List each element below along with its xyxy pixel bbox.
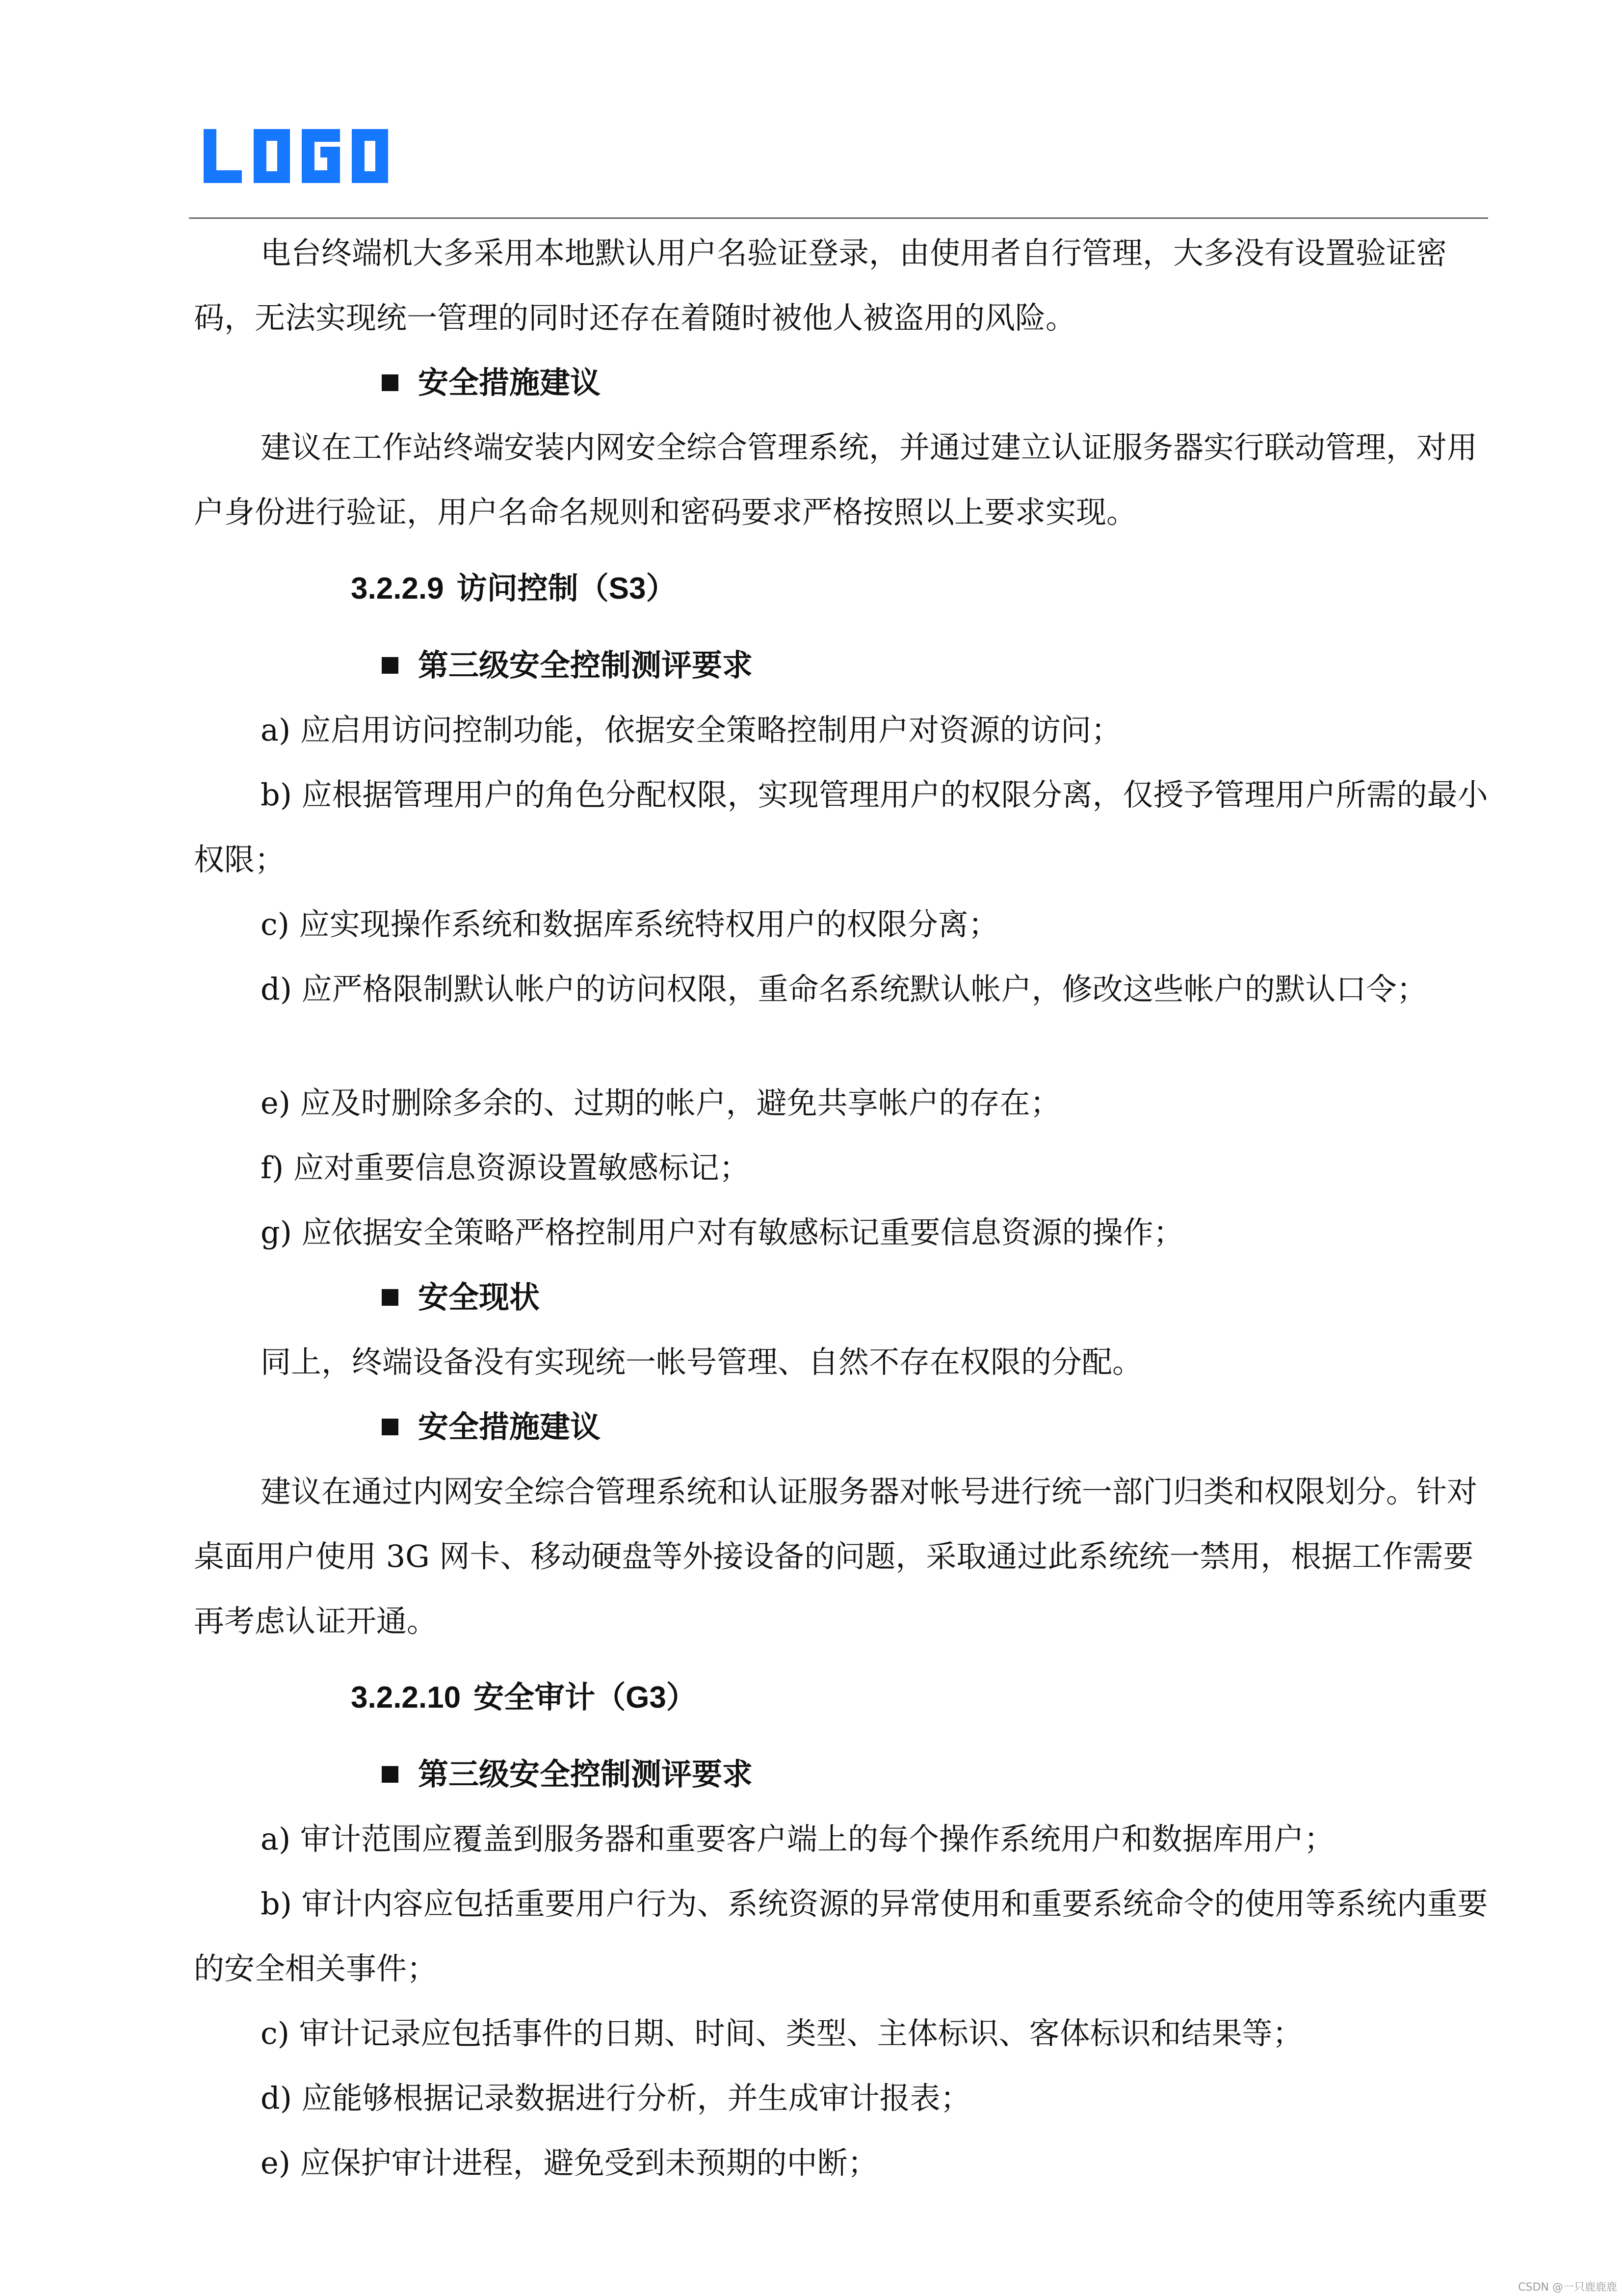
paragraph-suggestion: 建议在通过内网安全综合管理系统和认证服务器对帐号进行统一部门归类和权限划分。针对桌面用户使用 3G 网卡、移动硬盘等外接设备的问题，采取通过此系统统一禁用，根据工作需要再考虑认证开通。 bbox=[194, 1474, 1478, 1639]
list-item: c) 审计记录应包括事件的日期、时间、类型、主体标识、客体标识和结果等； bbox=[261, 2015, 1303, 2051]
list-item: f) 应对重要信息资源设置敏感标记； bbox=[261, 1150, 750, 1186]
bullet-level3-requirements: 第三级安全控制测评要求 bbox=[194, 633, 1489, 698]
logo bbox=[204, 125, 410, 189]
list-item: a) 审计范围应覆盖到服务器和重要客户端上的每个操作系统用户和数据库用户； bbox=[261, 1821, 1334, 1857]
section-heading-security-audit: 3.2.2.10 安全审计（G3） bbox=[351, 1681, 697, 1715]
header-rule bbox=[189, 217, 1488, 219]
list-item: c) 应实现操作系统和数据库系统特权用户的权限分离； bbox=[261, 906, 999, 942]
list-item: g) 应依据安全策略严格控制用户对有敏感标记重要信息资源的操作； bbox=[261, 1214, 1184, 1250]
logo-graphic bbox=[204, 125, 410, 189]
document-body bbox=[194, 221, 1489, 2195]
bullet-security-suggestion: 安全措施建议 bbox=[194, 1395, 1489, 1459]
square-bullet-icon bbox=[382, 1766, 398, 1783]
bullet-security-suggestion: 安全措施建议 bbox=[194, 350, 1489, 415]
list-item: d) 应能够根据记录数据进行分析，并生成审计报表； bbox=[261, 2080, 971, 2116]
list-item: b) 审计内容应包括重要用户行为、系统资源的异常使用和重要系统命令的使用等系统内重要的安全相关事件； bbox=[194, 1886, 1488, 1986]
list-item: d) 应严格限制默认帐户的访问权限，重命名系统默认帐户，修改这些帐户的默认口令； bbox=[261, 971, 1427, 1007]
square-bullet-icon bbox=[382, 657, 398, 674]
section-heading-access-control: 3.2.2.9 访问控制（S3） bbox=[351, 572, 677, 606]
paragraph-suggestion: 建议在工作站终端安装内网安全综合管理系统，并通过建立认证服务器实行联动管理，对用户身份进行验证，用户名命名规则和密码要求严格按照以上要求实现。 bbox=[194, 429, 1478, 530]
paragraph-intro: 电台终端机大多采用本地默认用户名验证登录，由使用者自行管理，大多没有设置验证密码，无法实现统一管理的同时还存在着随时被他人被盗用的风险。 bbox=[194, 235, 1447, 336]
bullet-level3-requirements: 第三级安全控制测评要求 bbox=[194, 1742, 1489, 1807]
square-bullet-icon bbox=[382, 374, 398, 391]
paragraph-status: 同上，终端设备没有实现统一帐号管理、自然不存在权限的分配。 bbox=[261, 1344, 1143, 1380]
list-item: b) 应根据管理用户的角色分配权限，实现管理用户的权限分离，仅授予管理用户所需的最小权限； bbox=[194, 777, 1488, 877]
bullet-security-status: 安全现状 bbox=[194, 1265, 1489, 1330]
list-item: a) 应启用访问控制功能，依据安全策略控制用户对资源的访问； bbox=[261, 712, 1122, 748]
list-item: e) 应保护审计进程，避免受到未预期的中断； bbox=[261, 2145, 878, 2181]
square-bullet-icon bbox=[382, 1419, 398, 1435]
list-item: e) 应及时删除多余的、过期的帐户，避免共享帐户的存在； bbox=[261, 1085, 1061, 1121]
spacer bbox=[194, 1022, 1489, 1071]
square-bullet-icon bbox=[382, 1289, 398, 1306]
watermark: CSDN @一只鹿鹿鹿 bbox=[1518, 2281, 1617, 2294]
